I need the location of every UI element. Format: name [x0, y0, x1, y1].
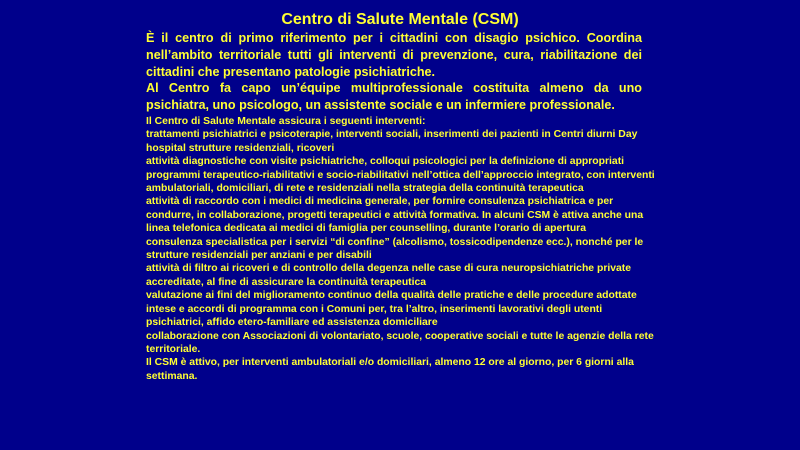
service-item: attività di raccordo con i medici di medicina generale, per fornire consulenza psichiatrica e per condurre, in collaborazione, progetti terapeutici e attività formativa. In alcuni CSM è attiva anche una linea telefonica dedicata ai medici di famiglia per counselling, durante l’orario di apertura	[146, 196, 644, 235]
opening-hours-note: Il CSM è attivo, per interventi ambulatoriali e/o domiciliari, almeno 12 ore al giorno, per 6 giorni alla settimana.	[146, 357, 634, 382]
service-item: consulenza specialistica per i servizi “di confine” (alcolismo, tossicodipendenze ecc.), nonché per le strutture residenziali per anziani e per disabili	[146, 236, 644, 262]
service-item: collaborazione con Associazioni di volontariato, scuole, cooperative sociali e tutte le agenzie della rete territoriale.	[146, 330, 654, 355]
service-item: attività diagnostiche con visite psichiatriche, colloqui psicologici per la definizione di appropriati programmi terapeutico-riabilitativi e socio-riabilitativi nell’ottica dell’approccio integrato, con interventi ambulatoriali, domiciliari, di rete e residenziali nella strategia della continuità terapeutica	[146, 156, 655, 195]
intro-paragraph: È il centro di primo riferimento per i cittadini con disagio psichico. Coordina nell’ambito territoriale tutti gli interventi di prevenzione, cura, riabilitazione dei cittadini che presentano patologie psichiatriche.	[146, 31, 642, 79]
service-item: trattamenti psichiatrici e psicoterapie, interventi sociali, inserimenti dei pazienti in Centri diurni Day hospital strutture residenziali, ricoveri	[146, 129, 638, 154]
service-item: valutazione ai fini del miglioramento continuo della qualità delle pratiche e delle procedure adottate	[146, 290, 637, 302]
services-section	[146, 115, 656, 383]
services-heading: Il Centro di Salute Mentale assicura i seguenti interventi:	[146, 116, 426, 127]
service-item: attività di filtro ai ricoveri e di controllo della degenza nelle case di cura neuropsichiatriche private accreditate, al fine di assicurare la continuità terapeutica	[146, 263, 632, 288]
intro-section	[146, 30, 642, 114]
intro-paragraph: Al Centro fa capo un’équipe multiprofessionale costituita almeno da uno psichiatra, uno psicologo, un assistente sociale e un infermiere professionale.	[146, 81, 642, 113]
slide-title: Centro di Salute Mentale (CSM)	[281, 11, 519, 28]
service-item: intese e accordi di programma con i Comuni per, tra l’altro, inserimenti lavorativi degli utenti psichiatrici, affido etero-familiare ed assistenza domiciliare	[146, 303, 603, 329]
